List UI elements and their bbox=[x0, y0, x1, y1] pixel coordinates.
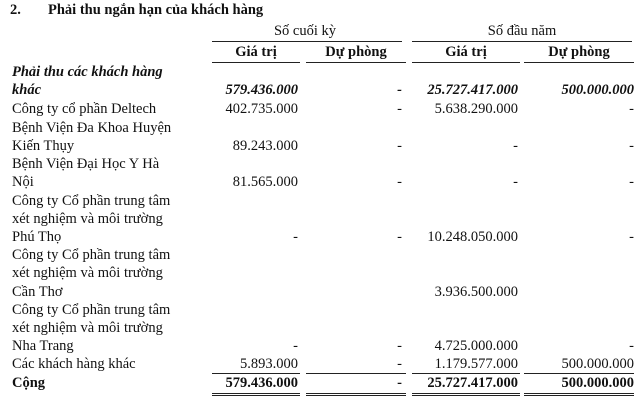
header-start-value: Giá trị bbox=[445, 44, 487, 60]
total-double-underline bbox=[306, 393, 406, 396]
row-label: Bệnh Viện Đa Khoa Huyện bbox=[12, 120, 172, 136]
row-start-value: 3.936.500.000 bbox=[434, 284, 518, 300]
header-underline-end bbox=[212, 41, 402, 42]
subtotal-start-provision: 500.000.000 bbox=[561, 82, 634, 98]
row-label: xét nghiệm và môi trường bbox=[12, 211, 163, 227]
subtotal-label-line2: khác bbox=[12, 82, 41, 98]
row-end-provision: - bbox=[397, 101, 402, 117]
header-underline-start bbox=[412, 41, 632, 42]
subtotal-end-value: 579.436.000 bbox=[225, 82, 298, 98]
row-label: Công ty Cổ phần trung tâm bbox=[12, 302, 171, 318]
total-double-underline bbox=[412, 393, 520, 396]
row-start-provision: - bbox=[629, 101, 634, 117]
row-end-provision: - bbox=[397, 229, 402, 245]
header-end-value: Giá trị bbox=[235, 44, 277, 60]
grand-total-start-value: 25.727.417.000 bbox=[427, 375, 518, 391]
row-start-provision: 500.000.000 bbox=[561, 356, 634, 372]
row-end-provision: - bbox=[397, 138, 402, 154]
total-double-underline bbox=[524, 393, 634, 396]
row-end-value: - bbox=[293, 338, 298, 354]
grand-total-end-provision: - bbox=[397, 375, 402, 391]
grand-total-label: Cộng bbox=[12, 375, 46, 391]
row-label: Nội bbox=[12, 174, 34, 190]
header-period-start: Số đầu năm bbox=[487, 23, 557, 39]
subheader-underline bbox=[306, 62, 406, 63]
row-label: Các khách hàng khác bbox=[12, 356, 136, 372]
subtotal-end-provision: - bbox=[397, 82, 402, 98]
row-start-value: 10.248.050.000 bbox=[427, 229, 518, 245]
total-double-underline bbox=[212, 393, 300, 396]
subtotal-start-value: 25.727.417.000 bbox=[427, 82, 518, 98]
row-end-value: - bbox=[293, 229, 298, 245]
grand-total-end-value: 579.436.000 bbox=[225, 375, 298, 391]
subheader-underline bbox=[212, 62, 300, 63]
row-label: Công ty Cổ phần trung tâm bbox=[12, 247, 171, 263]
row-start-provision: - bbox=[629, 338, 634, 354]
row-end-value: 89.243.000 bbox=[232, 138, 298, 154]
header-period-end: Số cuối kỳ bbox=[273, 23, 337, 39]
row-end-value: 402.735.000 bbox=[225, 101, 298, 117]
row-end-provision: - bbox=[397, 338, 402, 354]
row-start-value: - bbox=[513, 174, 518, 190]
header-end-provision: Dự phòng bbox=[325, 44, 387, 60]
subheader-underline bbox=[412, 62, 520, 63]
row-start-provision: - bbox=[629, 138, 634, 154]
row-label: Phú Thọ bbox=[12, 229, 62, 245]
row-start-value: 4.725.000.000 bbox=[434, 338, 518, 354]
row-start-value: 5.638.290.000 bbox=[434, 101, 518, 117]
section-number: 2. bbox=[10, 2, 21, 18]
row-start-value: - bbox=[513, 138, 518, 154]
header-start-provision: Dự phòng bbox=[548, 44, 610, 60]
row-label: Cần Thơ bbox=[12, 284, 63, 300]
row-start-provision: - bbox=[629, 229, 634, 245]
subtotal-label-line1: Phải thu các khách hàng bbox=[12, 64, 163, 80]
row-label: Kiến Thụy bbox=[12, 138, 75, 154]
row-label: xét nghiệm và môi trường bbox=[12, 320, 163, 336]
row-label: xét nghiệm và môi trường bbox=[12, 265, 163, 281]
row-end-provision: - bbox=[397, 356, 402, 372]
row-label: Công ty Cổ phần trung tâm bbox=[12, 193, 171, 209]
row-end-value: 5.893.000 bbox=[240, 356, 298, 372]
row-end-provision: - bbox=[397, 174, 402, 190]
row-label: Công ty cổ phần Deltech bbox=[12, 101, 157, 117]
grand-total-start-provision: 500.000.000 bbox=[561, 375, 634, 391]
row-label: Bệnh Viện Đại Học Y Hà bbox=[12, 156, 160, 172]
row-label: Nha Trang bbox=[12, 338, 74, 354]
section-title: Phải thu ngắn hạn của khách hàng bbox=[48, 2, 264, 18]
row-end-value: 81.565.000 bbox=[232, 174, 298, 190]
row-start-provision: - bbox=[629, 174, 634, 190]
row-start-value: 1.179.577.000 bbox=[434, 356, 518, 372]
subheader-underline bbox=[524, 62, 634, 63]
